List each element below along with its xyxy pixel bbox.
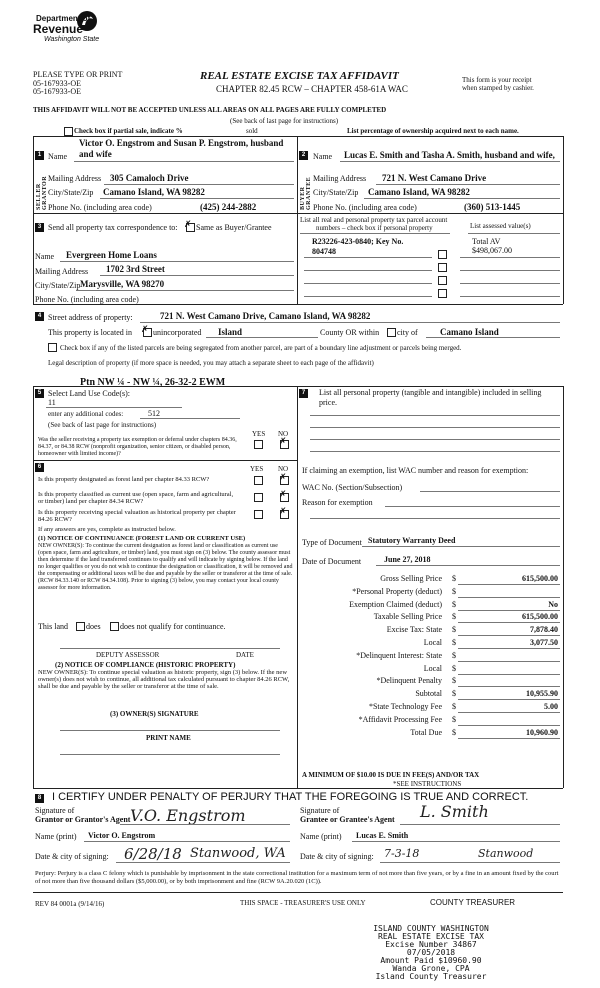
seller-city[interactable]: Camano Island, WA 98282 xyxy=(103,187,205,197)
personal-property-label: List all personal property (tangible and intangible) included in selling price. xyxy=(319,388,542,407)
forest-land-question: Is this property designated as forest land per chapter 84.33 RCW? xyxy=(38,476,210,483)
grantor-sign-city[interactable]: Stanwood, WA xyxy=(190,846,286,861)
seller-name-label: Name xyxy=(48,152,68,161)
buyer-city-label: City/State/Zip xyxy=(313,188,359,197)
form-subtitle: CHAPTER 82.45 RCW – CHAPTER 458-61A WAC xyxy=(216,84,408,94)
parcel-number-1[interactable]: R23226-423-0840; Key No. xyxy=(312,237,404,246)
corr-mail[interactable]: 1702 3rd Street xyxy=(106,264,165,274)
grantee-sig-of-label: Signature of xyxy=(300,806,340,815)
notice-continuance-title: (1) NOTICE OF CONTINUANCE (FOREST LAND OR CURRENT USE) xyxy=(38,535,246,542)
fee-underline xyxy=(458,686,560,687)
fee-label: Excise Tax: State xyxy=(386,625,442,634)
fee-underline xyxy=(458,738,560,739)
historic-yes-checkbox[interactable] xyxy=(254,510,263,519)
deputy-date-label: DATE xyxy=(236,651,254,659)
partial-sale-checkbox[interactable] xyxy=(64,127,73,136)
fee-value[interactable]: No xyxy=(548,600,558,609)
stamp-line: Wanda Grone, CPA xyxy=(392,964,470,973)
receipt-note-1: This form is your receipt xyxy=(462,76,532,84)
seller-mail[interactable]: 305 Camaloch Drive xyxy=(110,173,189,183)
fee-currency: $ xyxy=(452,638,456,647)
seller-phone[interactable]: (425) 244-2882 xyxy=(200,202,257,212)
fee-label: *State Technology Fee xyxy=(368,702,442,711)
fee-underline xyxy=(458,635,560,636)
fee-currency: $ xyxy=(452,600,456,609)
dept-line2: Revenue xyxy=(33,22,84,36)
corr-mail-label: Mailing Address xyxy=(35,267,89,276)
historic-question: Is this property receiving special valuation as historical property per chapter 84.26 RCW? xyxy=(38,509,236,523)
buyer-name[interactable]: Lucas E. Smith and Tasha A. Smith, husband and wife, xyxy=(344,150,555,160)
fee-label: Gross Selling Price xyxy=(380,574,442,583)
fee-value[interactable]: 7,878.40 xyxy=(530,625,558,634)
fee-underline xyxy=(458,622,560,623)
parcels-header-2: numbers – check box if personal property xyxy=(316,224,433,232)
fee-currency: $ xyxy=(452,651,456,660)
additional-codes-label: enter any additional codes: xyxy=(48,410,124,418)
corr-phone-label: Phone No. (including area code) xyxy=(35,295,139,304)
completion-warning: THIS AFFIDAVIT WILL NOT BE ACCEPTED UNLESS ALL AREAS ON ALL PAGES ARE FULLY COMPLETED xyxy=(33,106,387,114)
additional-codes[interactable]: 512 xyxy=(148,409,160,418)
exemption-claim-label: If claiming an exemption, list WAC number and reason for exemption: xyxy=(302,466,529,475)
wac-label: WAC No. (Section/Subsection) xyxy=(302,483,403,492)
does-not-checkbox[interactable] xyxy=(110,622,119,631)
fee-label: Local xyxy=(423,638,442,647)
section6-yes: YES xyxy=(250,465,264,473)
fee-label: Total Due xyxy=(410,728,442,737)
personal-property-checkbox[interactable] xyxy=(438,276,447,285)
same-as-buyer-label: Same as Buyer/Grantee xyxy=(196,223,272,232)
land-use-code[interactable]: 11 xyxy=(48,398,56,407)
assessed-label: List assessed value(s) xyxy=(470,222,531,230)
doc-type[interactable]: Statutory Warranty Deed xyxy=(368,536,456,545)
fee-label: Subtotal xyxy=(415,689,442,698)
corr-city[interactable]: Marysville, WA 98270 xyxy=(80,279,165,289)
personal-property-checkbox[interactable] xyxy=(438,289,447,298)
seller-name-line1[interactable]: Victor O. Engstrom and Susan P. Engstrom, husband xyxy=(79,138,284,148)
corr-name-label: Name xyxy=(35,252,55,261)
notice-continuance-body: NEW OWNER(S): To continue the current designation as forest land or classification as current use (open space, farm and agriculture, or timber) land, you must sign on (3) below. The county assessor must then determine if the land transferred continues to qualify and will indicate by signing below. If the land no longer qualifies or you do not wish to continue the designation or classification, it will be removed and the compensating or additional taxes will be due and payable by the seller or transferor at the time of sale. (RCW 84.33.140 or RCW 84.34.108). Prior to signing (3) below, you may contact your local county assessor for more information. xyxy=(38,543,293,591)
unincorporated-label: unincorporated xyxy=(153,328,202,337)
section-badge-6: 6 xyxy=(35,463,44,472)
fee-label: *Personal Property (deduct) xyxy=(352,587,442,596)
fee-underline xyxy=(458,674,560,675)
owner-signature-label: (3) OWNER(S) SIGNATURE xyxy=(110,710,199,718)
print-name-label: PRINT NAME xyxy=(146,734,191,742)
buyer-city[interactable]: Camano Island, WA 98282 xyxy=(368,187,470,197)
seller-phone-label: Phone No. (including area code) xyxy=(48,203,152,212)
section-badge-5: 5 xyxy=(35,389,44,398)
city-of-label: city of xyxy=(397,328,418,337)
buyer-phone-label: Phone No. (including area code) xyxy=(313,203,417,212)
buyer-name-label: Name xyxy=(313,152,333,161)
fee-underline xyxy=(458,725,560,726)
fee-currency: $ xyxy=(452,612,456,621)
does-checkbox[interactable] xyxy=(76,622,85,631)
corr-city-label: City/State/Zip xyxy=(35,281,81,290)
fee-underline xyxy=(458,610,560,611)
fee-label: *Affidavit Processing Fee xyxy=(358,715,442,724)
grantee-sign-city[interactable]: Stanwood xyxy=(478,847,534,860)
fee-currency: $ xyxy=(452,728,456,737)
county-label: County OR within xyxy=(320,328,380,337)
buyer-vertical-label: BUYER GRANTEE xyxy=(300,176,312,210)
fee-currency: $ xyxy=(452,664,456,673)
treasurer-use-label: THIS SPACE - TREASURER'S USE ONLY xyxy=(240,899,366,907)
personal-property-checkbox[interactable] xyxy=(438,263,447,272)
doc-type-label: Type of Document xyxy=(302,538,362,547)
property-street[interactable]: 721 N. West Camano Drive, Camano Island, WA 98282 xyxy=(160,311,371,321)
fee-value[interactable]: 615,500.00 xyxy=(522,574,558,583)
section-badge-1: 1 xyxy=(35,151,44,160)
form-revision: REV 84 0001a (9/14/16) xyxy=(35,900,105,908)
section5-no: NO xyxy=(278,430,289,438)
seller-vertical-label: SELLER GRANTOR xyxy=(36,175,48,210)
fee-currency: $ xyxy=(452,689,456,698)
please-type: PLEASE TYPE OR PRINT xyxy=(33,70,123,79)
grantee-name-print-label: Name (print) xyxy=(300,832,342,841)
fee-underline xyxy=(458,648,560,649)
fee-currency: $ xyxy=(452,702,456,711)
fee-underline xyxy=(458,597,560,598)
parcel-number-2[interactable]: 804748 xyxy=(312,247,336,256)
minimum-fee-note: A MINIMUM OF $10.00 IS DUE IN FEE(S) AND/OR TAX xyxy=(302,771,480,779)
doc-date[interactable]: June 27, 2018 xyxy=(384,555,431,564)
stamp-line: ISLAND COUNTY WASHINGTON xyxy=(373,924,489,933)
historic-no-mark: ✗ xyxy=(279,506,287,516)
sold-label: sold xyxy=(246,127,258,135)
forest-yes-checkbox[interactable] xyxy=(254,476,263,485)
grantee-name[interactable]: Lucas E. Smith xyxy=(356,831,409,840)
receipt-note-2: when stamped by cashier. xyxy=(462,84,534,92)
legal-description[interactable]: Ptn NW ¼ - NW ¼, 26-32-2 EWM xyxy=(80,377,226,388)
dept-line1: Department of xyxy=(36,14,91,23)
this-land-label: This land xyxy=(38,622,68,631)
notice-compliance-body: NEW OWNER(S): To continue special valuation as historic property, sign (3) below. If the new owner(s) does not wish to continue, all additional tax calculated pursuant to chapter 84.26 RCW, shall be due and payable by the seller or transferor at the time of sale. xyxy=(38,669,290,690)
certify-statement: I CERTIFY UNDER PENALTY OF PERJURY THAT THE FOREGOING IS TRUE AND CORRECT. xyxy=(52,791,529,803)
notice-compliance-title: (2) NOTICE OF COMPLIANCE (HISTORIC PROPERTY) xyxy=(55,661,236,669)
stamp-line: Excise Number 34867 xyxy=(385,940,477,949)
section-badge-2: 2 xyxy=(299,151,308,160)
stamp-line: 07/05/2018 xyxy=(406,948,456,957)
dept-line3: Washington State xyxy=(44,36,100,43)
grantor-sign-date[interactable]: 6/28/18 xyxy=(124,845,182,863)
current-use-question: Is this property classified as current use (open space, farm and agricultural, or timber) land per chapter 84.34 RCW? xyxy=(38,491,234,505)
see-back-instructions: (See back of last page for instructions) xyxy=(230,117,339,125)
seller-name-line2[interactable]: and wife xyxy=(79,149,112,159)
stamp-line: Island County Treasurer xyxy=(375,972,487,981)
grantee-agent-label: Grantee or Grantee's Agent xyxy=(300,815,395,824)
fee-currency: $ xyxy=(452,587,456,596)
segregated-checkbox[interactable] xyxy=(48,343,57,352)
fee-currency: $ xyxy=(452,625,456,634)
fee-value[interactable]: 10,960.90 xyxy=(526,728,558,737)
grantor-sig-of-label: Signature of xyxy=(35,806,75,815)
grantor-name[interactable]: Victor O. Engstrom xyxy=(88,831,156,840)
unincorporated-check-mark: ✗ xyxy=(141,324,149,334)
fee-value[interactable]: 5.00 xyxy=(544,702,558,711)
doc-code-1: 05-167933-OE xyxy=(33,79,81,88)
street-label: Street address of property: xyxy=(48,313,133,322)
fee-label: *Delinquent Interest: State xyxy=(356,651,442,660)
exemption-yes-checkbox[interactable] xyxy=(254,440,263,449)
fee-underline xyxy=(458,712,560,713)
fee-underline xyxy=(458,661,560,662)
total-av-value[interactable]: $498,067.00 xyxy=(472,246,512,255)
land-use-label: Select Land Use Code(s): xyxy=(48,389,130,398)
seller-city-label: City/State/Zip xyxy=(48,188,94,197)
fee-label: Taxable Selling Price xyxy=(373,612,442,621)
located-label: This property is located in xyxy=(48,328,132,337)
ownership-note: List percentage of ownership acquired next to each name. xyxy=(347,127,519,135)
grantee-signature[interactable]: L. Smith xyxy=(420,802,489,821)
fee-value[interactable]: 615,500.00 xyxy=(522,612,558,621)
fee-label: Local xyxy=(423,664,442,673)
grantee-date-city-label: Date & city of signing: xyxy=(300,852,374,861)
grantor-signature[interactable]: V.O. Engstrom xyxy=(130,806,246,825)
stamp-line: REAL ESTATE EXCISE TAX xyxy=(378,932,484,941)
doc-code-2: 05-167933-OE xyxy=(33,87,81,96)
forest-no-mark: ✗ xyxy=(279,472,287,482)
section-badge-7: 7 xyxy=(299,389,308,398)
city-name[interactable]: Camano Island xyxy=(440,327,499,337)
segregated-label: Check box if any of the listed parcels are being segregated from another parcel, are part of a boundary line adjustment or parcels being merged. xyxy=(60,344,462,352)
section-badge-3: 3 xyxy=(35,223,44,232)
answer-note: If any answers are yes, complete as instructed below. xyxy=(38,526,176,533)
grantee-sign-date[interactable]: 7-3-18 xyxy=(384,847,420,860)
grantor-name-print-label: Name (print) xyxy=(35,832,77,841)
fee-currency: $ xyxy=(452,574,456,583)
partial-sale-label: Check box if partial sale, indicate % xyxy=(74,127,183,135)
fee-label: Exemption Claimed (deduct) xyxy=(349,600,442,609)
perjury-note: Perjury: Perjury is a class C felony which is punishable by imprisonment in the state correctional institution for a maximum term of not more than five years, or by a fine in an amount fixed by the court of not more than five thousand dollars ($5,000.00), or by both imprisonment and fine (RCW 9A.20.020 (1C)). xyxy=(35,870,559,885)
county-treasurer-label: COUNTY TREASURER xyxy=(430,898,516,907)
stamp-line: Amount Paid $10960.90 xyxy=(380,956,482,965)
corr-name[interactable]: Evergreen Home Loans xyxy=(66,250,157,260)
same-as-buyer-check-mark: ✗ xyxy=(184,219,192,229)
fee-underline xyxy=(458,584,560,585)
doc-date-label: Date of Document xyxy=(302,557,362,566)
section5-yes: YES xyxy=(252,430,266,438)
exemption-question: Was the seller receiving a property tax exemption or deferral under chapters 84.36, 84.37, or 84.38 RCW (nonprofit organization, senior citizen, or disabled person, homeowner with limited income)? xyxy=(38,437,237,457)
county-name[interactable]: Island xyxy=(218,327,243,337)
grantor-date-city-label: Date & city of signing: xyxy=(35,852,109,861)
buyer-mail-label: Mailing Address xyxy=(313,174,367,183)
deputy-assessor-label: DEPUTY ASSESSOR xyxy=(96,651,160,659)
fee-currency: $ xyxy=(452,676,456,685)
parcels-header-1: List all real and personal property tax parcel account xyxy=(300,216,448,224)
section-badge-8: 8 xyxy=(35,794,44,803)
personal-property-checkbox[interactable] xyxy=(438,250,447,259)
buyer-mail[interactable]: 721 N. West Camano Drive xyxy=(382,173,487,183)
reason-label: Reason for exemption xyxy=(302,498,373,507)
exemption-no-mark: ✗ xyxy=(279,436,287,446)
correspondence-label: Send all property tax correspondence to: xyxy=(48,223,178,232)
fee-value[interactable]: 10,955.90 xyxy=(526,689,558,698)
does-label: does xyxy=(86,622,101,631)
buyer-phone[interactable]: (360) 513-1445 xyxy=(464,202,521,212)
fee-underline xyxy=(458,699,560,700)
fee-label: *Delinquent Penalty xyxy=(376,676,442,685)
does-not-label: does not qualify for continuance. xyxy=(120,622,226,631)
fee-value[interactable]: 3,077.50 xyxy=(530,638,558,647)
section6-no: NO xyxy=(278,465,289,473)
fee-currency: $ xyxy=(452,715,456,724)
legal-label: Legal description of property (if more space is needed, you may attach a separate sheet to each page of the affidavit) xyxy=(48,359,374,367)
current-use-yes-checkbox[interactable] xyxy=(254,493,263,502)
total-av-label: Total AV xyxy=(472,237,501,246)
seller-mail-label: Mailing Address xyxy=(48,174,102,183)
city-of-checkbox[interactable] xyxy=(387,328,396,337)
form-title: REAL ESTATE EXCISE TAX AFFIDAVIT xyxy=(200,70,399,82)
see-instructions-note: *SEE INSTRUCTIONS xyxy=(393,780,462,788)
section-badge-4: 4 xyxy=(35,312,44,321)
current-use-no-mark: ✗ xyxy=(279,489,287,499)
grantor-agent-label: Grantor or Grantor's Agent xyxy=(35,815,131,824)
section5-see-back: (See back of last page for instructions) xyxy=(48,421,157,429)
